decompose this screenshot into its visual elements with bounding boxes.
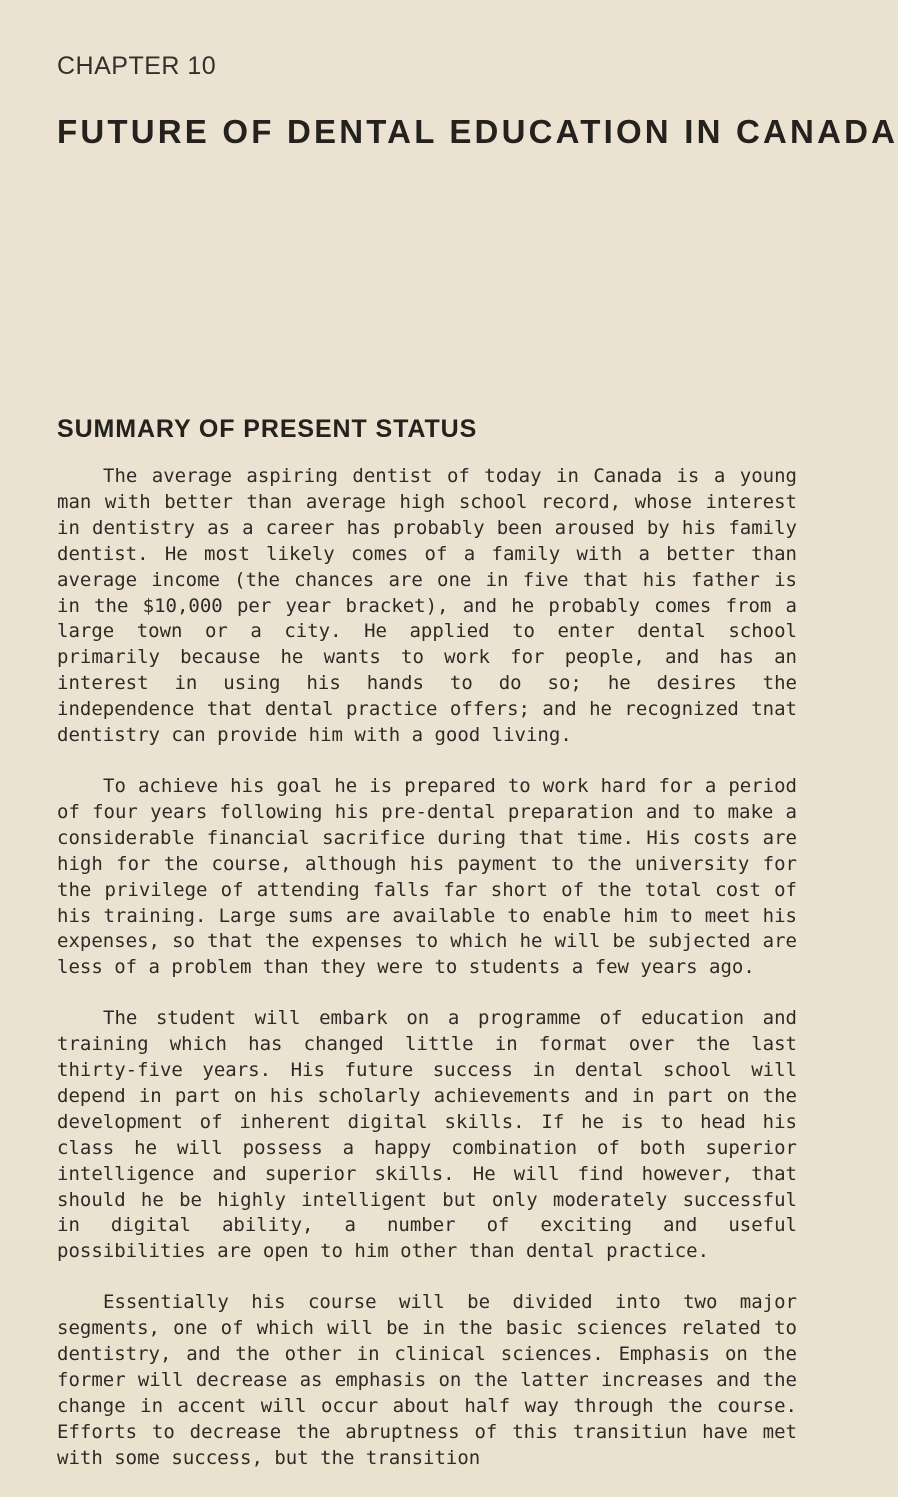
section-heading: SUMMARY OF PRESENT STATUS xyxy=(57,415,478,443)
paragraph: Essentially his course will be divided into two major segments, one of which will be in the basic sciences related to dentistry, and the other in clinical sciences. Emphasis on the former will decrease as emphasis on the latter increases and the change in accent will occur about half way through the course. Efforts to decrease the abruptness of this transitiun have met with some success, but the transition xyxy=(57,1291,797,1469)
chapter-label: CHAPTER 10 xyxy=(57,52,217,80)
paragraph: To achieve his goal he is prepared to work hard for a period of four years following his pre-dental preparation and to make a considerable financial sacrifice during that time. His costs are high for the course, although his payment to the university for the privilege of attending falls far short of the total cost of his training. Large sums are available to enable him to meet his expenses, so that the expenses to which he will be subjected are less of a problem than they were to students a few years ago. xyxy=(57,774,797,979)
section-body xyxy=(57,464,797,1497)
chapter-title: FUTURE OF DENTAL EDUCATION IN CANADA xyxy=(57,113,898,150)
paragraph: The average aspiring dentist of today in Canada is a young man with better than average high school record, whose interest in dentistry as a career has probably been aroused by his family dentist. He most likely comes of a family with a better than average income (the chances are one in five that his father is in the $10,000 per year bracket), and he probably comes from a large town or a city. He applied to enter dental school primarily because he wants to work for people, and has an interest in using his hands to do so; he desires the independence that dental practice offers; and he recognized tnat dentistry can provide him with a good living. xyxy=(57,465,797,747)
paragraph: The student will embark on a programme of education and training which has changed little in format over the last thirty-five years. His future success in dental school will depend in part on his scholarly achievements and in part on the development of inherent digital skills. If he is to head his class he will possess a happy combination of both superior intelligence and superior skills. He will find however, that should he be highly intelligent but only moderately successful in digital ability, a number of exciting and useful possibilities are open to him other than dental practice. xyxy=(57,1007,797,1263)
